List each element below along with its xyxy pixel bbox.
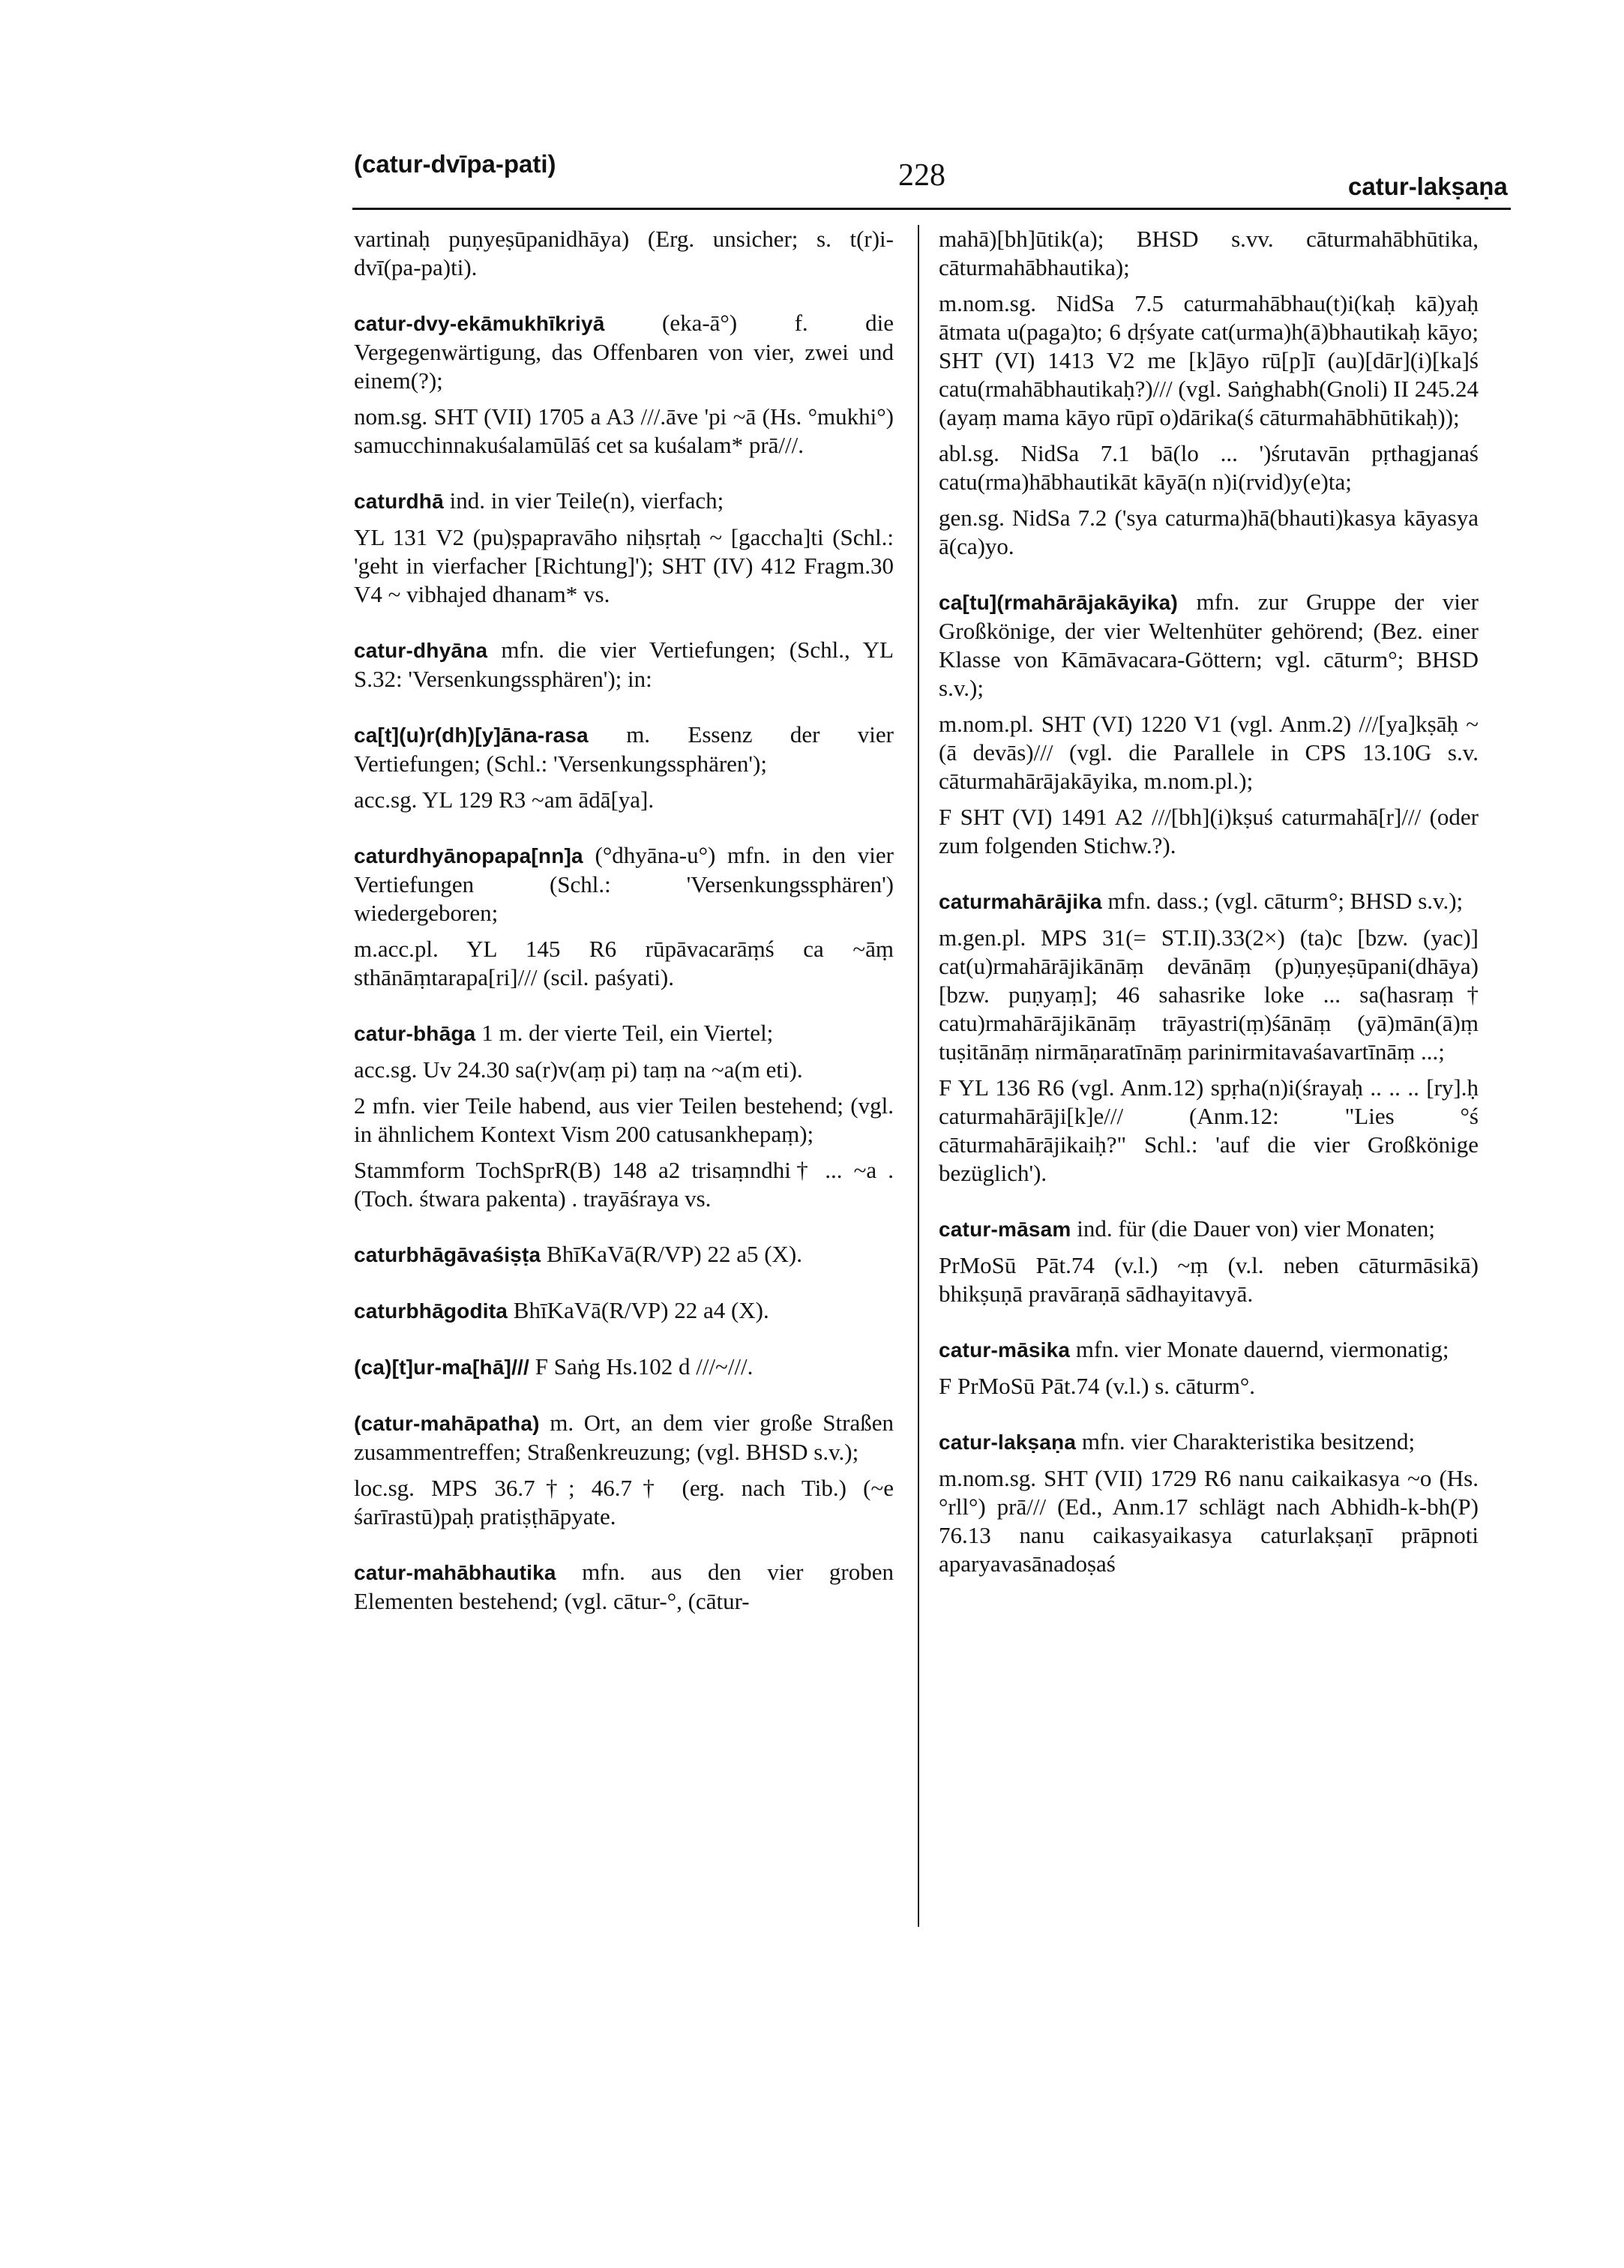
entry-paragraph [939,803,1479,860]
headword: caturdhyānopapa[nn]a [354,844,583,867]
entry-paragraph [939,1372,1479,1401]
headword: caturbhāgāvaśiṣṭa [354,1243,541,1266]
dictionary-entry [939,1215,1479,1244]
dictionary-entry [939,887,1479,916]
entry-text: (eka-ā°) f. die Vergegenwärtigung, das Offenbaren von vier, zwei und einem(?); [354,310,894,394]
entry-text: m. Ort, an dem vier große Straßen zusammentreffen; Straßenkreuzung; (vgl. BHSD s.v.); [354,1410,894,1465]
entry-text: m.gen.pl. MPS 31(= ST.II).33(2×) (ta)c [bzw. (yac)] cat(u)rmahārājikānāṃ devānāṃ (p)uṇyeṣūpani(dhāya) [bzw. puṇyaṃ]; 46 sahasrike loke ... sa(hasraṃ† catu)rmahārājikānāṃ trāyastri(ṃ)śānāṃ (yā)mān(ā)ṃ tuṣitānāṃ nirmāṇaratīnāṃ parinirmitavaśavartīnāṃ ...; [939,924,1479,1065]
entry-text: nom.sg. SHT (VII) 1705 a A3 ///.āve 'pi ~ā (Hs. °mukhi°) samucchinnakuśalamūlāś cet sa kuśalam* prā///. [354,403,894,458]
entry-text: mfn. zur Gruppe der vier Großkönige, der vier Weltenhüter gehörend; (Bez. einer Klasse von Kāmāvacara-Göttern; vgl. cāturm°; BHSD s.v.); [939,589,1479,701]
entry-text: mfn. dass.; (vgl. cāturm°; BHSD s.v.); [1101,888,1464,914]
entry-text: F PrMoSū Pāt.74 (v.l.) s. cāturm°. [939,1373,1255,1399]
entry-text: BhīKaVā(R/VP) 22 a4 (X). [508,1297,769,1323]
headword: caturmahārājika [939,890,1102,913]
dictionary-entry [354,309,894,395]
entry-paragraph [939,1074,1479,1188]
entry-paragraph [354,1056,894,1084]
entry-paragraph [354,403,894,460]
dictionary-entry [354,721,894,778]
headword: ca[t](u)r(dh)[y]āna-rasa [354,724,589,747]
entry-text: 1 m. der vierte Teil, ein Viertel; [475,1020,774,1046]
entry-text: mahā)[bh]ūtik(a); BHSD s.vv. cāturmahābhūtika, cāturmahābhautika); [939,226,1479,280]
entry-text: gen.sg. NidSa 7.2 ('sya caturma)hā(bhauti)kasya kāyasya ā(ca)yo. [939,505,1479,559]
dictionary-entry [354,1296,894,1326]
entry-text: (°dhyāna-u°) mfn. in den vier Vertiefungen (Schl.: 'Versenkungssphären') wiedergeboren; [354,842,894,926]
entry-text: acc.sg. Uv 24.30 sa(r)v(aṃ pi) taṃ na ~a(m eti). [354,1056,803,1083]
entry-text: F Saṅg Hs.102 d ///~///. [529,1353,754,1380]
entry-text: loc.sg. MPS 36.7†; 46.7† (erg. nach Tib.) (~e śarīrastū)paḥ pratiṣṭhāpyate. [354,1475,894,1529]
headword: catur-māsika [939,1338,1071,1362]
entry-text: abl.sg. NidSa 7.1 bā(lo ... ')śrutavān pṛthagjanaś catu(rma)hābhautikāt kāyā(n n)i(rvid)y(e)ta; [939,440,1479,495]
entry-text: vartinaḥ puṇyeṣūpanidhāya) (Erg. unsicher; s. t(r)i-dvī(pa-pa)ti). [354,226,894,280]
dictionary-entry [354,1019,894,1048]
entry-text: F YL 136 R6 (vgl. Anm.12) spṛha(n)i(śrayaḥ .. .. .. [ry].ḥ caturmahārāji[k]e/// (Anm.12: "Lies °ś cāturmahārājikaiḥ?" Schl.: 'auf die vier Großkönige bezüglich'). [939,1074,1479,1186]
entry-paragraph [354,225,894,282]
entry-paragraph [939,1251,1479,1308]
entry-text: ind. in vier Teile(n), vierfach; [443,487,724,514]
entry-text: ind. für (die Dauer von) vier Monaten; [1071,1215,1436,1242]
headword: (ca)[t]ur-ma[hā]/// [354,1356,530,1379]
dictionary-entry [939,1335,1479,1365]
headword: catur-lakṣaṇa [939,1431,1077,1454]
entry-paragraph [354,935,894,992]
entry-text: acc.sg. YL 129 R3 ~am ādā[ya]. [354,786,655,813]
dictionary-entry [354,1353,894,1382]
entry-paragraph [354,1156,894,1213]
entry-paragraph [939,439,1479,496]
running-head-left: (catur-dvīpa-pati) [354,150,556,178]
dictionary-entry [354,636,894,694]
entry-text: mfn. aus den vier groben Elementen bestehend; (vgl. cātur-°, (cātur- [354,1559,894,1614]
entry-paragraph [354,523,894,609]
entry-paragraph [939,504,1479,561]
entry-text: BhīKaVā(R/VP) 22 a5 (X). [541,1241,802,1267]
entry-text: 2 mfn. vier Teile habend, aus vier Teilen bestehend; (vgl. in ähnlichem Kontext Vism 200 catusankhepaṃ); [354,1092,894,1147]
headword: catur-bhāga [354,1022,476,1045]
entry-paragraph [939,710,1479,795]
entry-paragraph [939,289,1479,432]
dictionary-entry [354,1409,894,1467]
entry-paragraph [354,1092,894,1149]
entry-text: mfn. die vier Vertiefungen; (Schl., YL S.32: 'Versenkungssphären'); in: [354,637,894,692]
headword: (catur-mahāpatha) [354,1412,540,1435]
dictionary-entry [354,1240,894,1269]
headword: caturdhā [354,490,444,513]
headword: catur-māsam [939,1218,1071,1241]
dictionary-entry [939,1428,1479,1457]
entry-text: F SHT (VI) 1491 A2 ///[bh](i)kṣuś caturmahā[r]/// (oder zum folgenden Stichw.?). [939,804,1479,858]
entry-paragraph [939,225,1479,282]
entry-text: YL 131 V2 (pu)ṣpapravāho niḥsṛtaḥ ~ [gaccha]ti (Schl.: 'geht in vierfacher [Richtung]'); SHT (IV) 412 Fragm.30 V4 ~ vibhajed dhanam* vs. [354,524,894,607]
headword: catur-dvy-ekāmukhīkriyā [354,312,605,335]
entry-text: Stammform TochSprR(B) 148 a2 trisaṃndhi† ... ~a . (Toch. śtwara pakenta) . trayāśraya vs. [354,1157,894,1212]
entry-text: mfn. vier Monate dauernd, viermonatig; [1070,1336,1449,1362]
headword: caturbhāgodita [354,1299,508,1323]
dictionary-entry [354,487,894,516]
dictionary-entry [939,588,1479,703]
running-head-right: catur-lakṣaṇa [1348,172,1508,200]
entry-text: m. Essenz der vier Vertiefungen; (Schl.: 'Versenkungssphären'); [354,721,894,777]
entry-text: m.nom.sg. NidSa 7.5 caturmahābhau(t)i(kaḥ kā)yaḥ ātmata u(paga)to; 6 dṛśyate cat(urma)h(ā)bhautikaḥ kāyo; SHT (VI) 1413 V2 me [k]āyo rū[p]ī (au)[dār](i)[ka]ś catu(rmahābhautikaḥ?)/// (vgl. Saṅghabh(Gnoli) II 245.24 (ayaṃ mama kāyo rūpī o)dārika(ś cāturmahābhūtikaḥ)); [939,290,1479,430]
entry-text: m.nom.pl. SHT (VI) 1220 V1 (vgl. Anm.2) ///[ya]kṣāḥ ~(ā devās)/// (vgl. die Parallele in CPS 13.10G s.v. cāturmahārājakāyika, m.nom.pl.); [939,711,1479,794]
entry-paragraph [354,786,894,814]
dictionary-entry [354,841,894,927]
dictionary-entry [354,1558,894,1616]
page-number: 228 [898,158,945,193]
entry-text: mfn. vier Charakteristika besitzend; [1076,1428,1416,1455]
entry-paragraph [939,924,1479,1066]
headword: catur-mahābhautika [354,1561,556,1584]
entry-text: m.acc.pl. YL 145 R6 rūpāvacarāṃś ca ~āṃ sthānāṃtarapa[ri]/// (scil. paśyati). [354,936,894,990]
header-rule [352,208,1511,210]
headword: ca[tu](rmahārājakāyika) [939,591,1178,614]
left-column [354,225,894,1623]
entry-text: PrMoSū Pāt.74 (v.l.) ~ṃ (v.l. neben cāturmāsikā) bhikṣuṇā pravāraṇā sādhayitavyā. [939,1252,1479,1307]
entry-paragraph [939,1464,1479,1578]
entry-paragraph [354,1474,894,1531]
headword: catur-dhyāna [354,639,488,662]
right-column [939,225,1479,1586]
entry-text: m.nom.sg. SHT (VII) 1729 R6 nanu caikaikasya ~o (Hs. °rll°) prā/// (Ed., Anm.17 schlägt nach Abhidh-k-bh(P) 76.13 nanu caikasyaikasya caturlakṣaṇī prāpnoti aparyavasānadoṣaś [939,1465,1479,1577]
column-divider [918,225,919,1927]
